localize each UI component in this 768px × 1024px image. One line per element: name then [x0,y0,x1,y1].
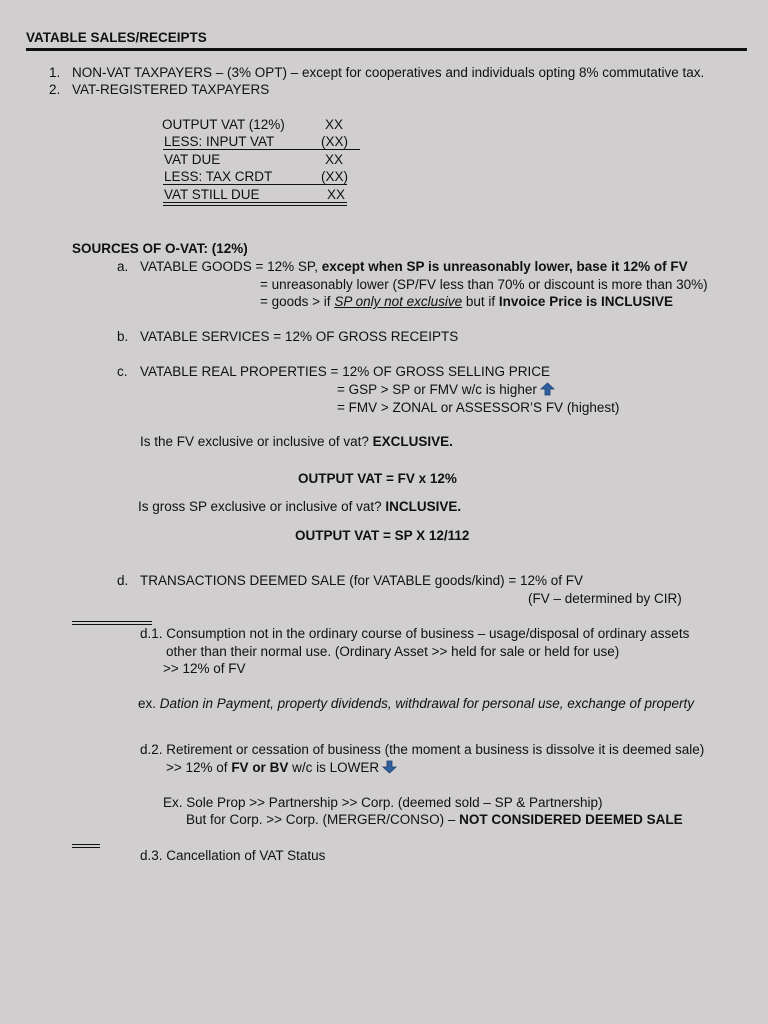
example-2-line1: Ex. Sole Prop >> Partnership >> Corp. (deemed sold – SP & Partnership) [163,795,603,810]
item-b: VATABLE SERVICES = 12% OF GROSS RECEIPTS [140,329,459,344]
arrow-down-icon [382,760,397,774]
example-2-line2: But for Corp. >> Corp. (MERGER/CONSO) – NOT CONSIDERED DEEMED SALE [186,812,683,827]
item-a-line2: = unreasonably lower (SP/FV less than 70% or discount is more than 30%) [260,277,708,292]
vat-table-label: LESS: TAX CRDT [164,169,273,184]
d2-line1: d.2. Retirement or cessation of business (the moment a business is dissolve it is deemed sale) [140,742,705,757]
item-a: VATABLE GOODS = 12% SP, except when SP is unreasonably lower, base it 12% of FV [140,259,688,274]
item-c-line3: = FMV > ZONAL or ASSESSOR’S FV (highest) [337,400,620,415]
table-double-underline [163,205,347,206]
divider-double-short [72,847,100,848]
example-1: ex. Dation in Payment, property dividends, withdrawal for personal use, exchange of property [138,696,695,711]
table-underline [163,184,347,185]
item-d: TRANSACTIONS DEEMED SALE (for VATABLE goods/kind) = 12% of FV [140,573,584,588]
d1-line1: d.1. Consumption not in the ordinary course of business – usage/disposal of ordinary assets [140,626,690,641]
item-letter-d: d. [117,573,129,588]
d2-line2: >> 12% of FV or BV w/c is LOWER [166,759,397,776]
list-number-1: 1. [49,65,61,80]
vat-table-value: XX [325,117,344,132]
item-letter-c: c. [117,364,128,379]
vat-table-label: LESS: INPUT VAT [164,134,275,149]
arrow-up-icon [540,382,555,396]
divider-double [72,621,152,622]
divider-double-short [72,844,100,845]
d1-line2: other than their normal use. (Ordinary Asset >> held for sale or held for use) [166,644,620,659]
title-rule [26,48,747,51]
d3-line: d.3. Cancellation of VAT Status [140,848,326,863]
page-title: VATABLE SALES/RECEIPTS [26,30,207,45]
d1-line3: >> 12% of FV [163,661,246,676]
item-letter-b: b. [117,329,129,344]
vat-table-value: XX [325,152,344,167]
formula-fv: OUTPUT VAT = FV x 12% [298,471,457,486]
table-double-underline [163,202,347,203]
item-c-line2: = GSP > SP or FMV w/c is higher [337,381,555,398]
list-number-2: 2. [49,82,61,97]
vat-table-value: XX [327,187,346,202]
list-item-2: VAT-REGISTERED TAXPAYERS [72,82,270,97]
item-a-line3: = goods > if SP only not exclusive but if Invoice Price is INCLUSIVE [260,294,673,309]
sources-heading: SOURCES OF O-VAT: (12%) [72,241,248,256]
question-sp: Is gross SP exclusive or inclusive of vat? INCLUSIVE. [138,499,462,514]
item-d-note: (FV – determined by CIR) [528,591,682,606]
vat-table-value: (XX) [321,169,348,184]
item-c: VATABLE REAL PROPERTIES = 12% OF GROSS SELLING PRICE [140,364,551,379]
table-underline [163,149,360,150]
formula-sp: OUTPUT VAT = SP X 12/112 [295,528,470,543]
vat-table-label: VAT STILL DUE [164,187,260,202]
list-item-1: NON-VAT TAXPAYERS – (3% OPT) – except for cooperatives and individuals opting 8% commutative tax. [72,65,705,80]
vat-table-label: VAT DUE [164,152,221,167]
item-letter-a: a. [117,259,129,274]
question-fv: Is the FV exclusive or inclusive of vat? EXCLUSIVE. [140,434,453,449]
vat-table-label: OUTPUT VAT (12%) [162,117,285,132]
vat-table-value: (XX) [321,134,348,149]
